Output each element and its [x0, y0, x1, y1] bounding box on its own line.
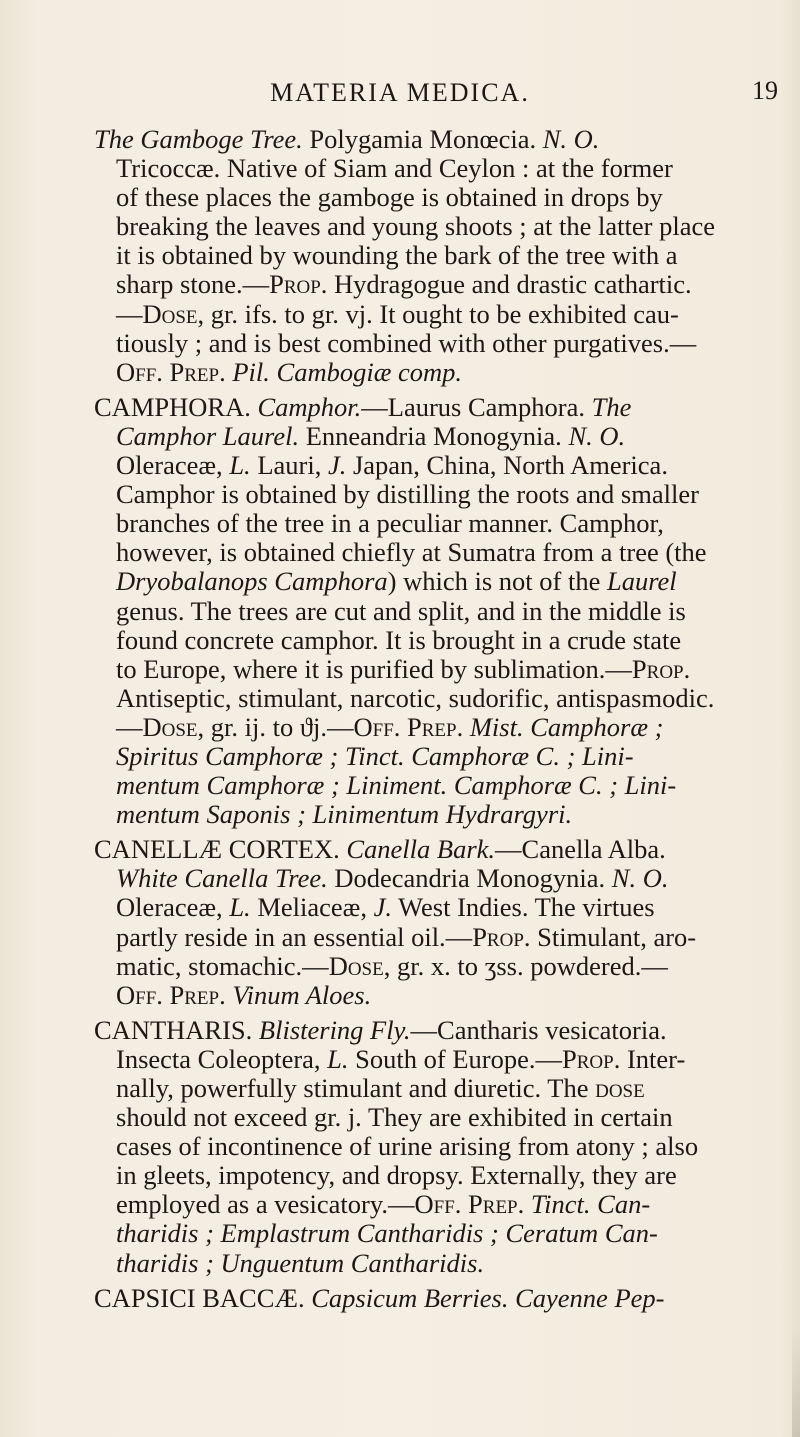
text-line: Camphor Laurel. Enneandria Monogynia. N. O. [116, 420, 626, 451]
text-line: —Dose, gr. ij. to ϑj.—Off. Prep. Mist. Camphoræ ; [116, 711, 664, 742]
text-line: nally, powerfully stimulant and diuretic. The dose [116, 1073, 645, 1103]
text-line: —Dose, gr. ifs. to gr. vj. It ought to be exhibited cau- [116, 298, 679, 329]
running-title: MATERIA MEDICA. [270, 78, 530, 107]
text-line: Tricoccæ. Native of Siam and Ceylon : at the former [116, 153, 673, 184]
text-line: Camphor is obtained by distilling the roots and smaller [116, 479, 699, 510]
dictionary-entry [0, 125, 800, 387]
text-line: White Canella Tree. Dodecandria Monogynia. N. O. [116, 863, 669, 894]
text-line: Insecta Coleoptera, L. South of Europe.—Prop. Inter- [116, 1043, 686, 1074]
text-line: matic, stomachic.—Dose, gr. x. to ʒss. powdered.— [116, 950, 668, 981]
text-line: Off. Prep. Vinum Aloes. [116, 979, 372, 1010]
text-line: partly reside in an essential oil.—Prop. Stimulant, aro- [116, 921, 697, 952]
text-line: tiously ; and is best combined with other purgatives.— [116, 327, 697, 358]
text-line: cases of incontinence of urine arising from atony ; also [116, 1131, 699, 1162]
text-line: genus. The trees are cut and split, and in the middle is [116, 595, 686, 626]
dictionary-entry [0, 1016, 800, 1278]
text-line: tharidis ; Unguentum Cantharidis. [116, 1247, 485, 1278]
text-line: Off. Prep. Pil. Cambogiæ comp. [116, 356, 463, 387]
dictionary-entry [0, 835, 800, 1010]
page-edge-shadow [792, 1330, 800, 1437]
text-line: mentum Camphoræ ; Liniment. Camphoræ C. ; Lini- [116, 770, 677, 801]
dictionary-entry [0, 1284, 800, 1313]
text-line: in gleets, impotency, and dropsy. Externally, they are [116, 1160, 677, 1191]
text-line: Oleraceæ, L. Meliaceæ, J. West Indies. The virtues [116, 892, 655, 923]
page-number: 19 [752, 76, 778, 105]
text-line: employed as a vesicatory.—Off. Prep. Tinct. Can- [116, 1189, 651, 1220]
running-head [0, 78, 800, 108]
text-line: however, is obtained chiefly at Sumatra from a tree (the [116, 537, 707, 568]
text-line: mentum Saponis ; Linimentum Hydrargyri. [116, 799, 573, 830]
text-line: Dryobalanops Camphora) which is not of the Laurel [116, 566, 677, 597]
text-line: Spiritus Camphoræ ; Tinct. Camphoræ C. ; Lini- [116, 740, 634, 771]
text-line: CAPSICI BACCÆ. Capsicum Berries. Cayenne Pep- [94, 1282, 665, 1313]
text-line: of these places the gamboge is obtained in drops by [116, 182, 663, 213]
text-line: tharidis ; Emplastrum Cantharidis ; Ceratum Can- [116, 1218, 658, 1249]
text-line: CAMPHORA. Camphor.—Laurus Camphora. The [94, 391, 632, 422]
text-line: it is obtained by wounding the bark of the tree with a [116, 240, 678, 271]
dictionary-entry [0, 393, 800, 829]
text-line: found concrete camphor. It is brought in a crude state [116, 624, 682, 655]
text-body [0, 125, 800, 1313]
text-line: breaking the leaves and young shoots ; at the latter place [116, 211, 715, 242]
text-line: branches of the tree in a peculiar manner. Camphor, [116, 508, 664, 539]
text-line: CANTHARIS. Blistering Fly.—Cantharis vesicatoria. [94, 1014, 667, 1045]
text-line: should not exceed gr. j. They are exhibited in certain [116, 1102, 673, 1133]
text-line: sharp stone.—Prop. Hydragogue and drastic cathartic. [116, 269, 692, 300]
text-line: to Europe, where it is purified by sublimation.—Prop. [116, 653, 691, 684]
text-line: Oleraceæ, L. Lauri, J. Japan, China, North America. [116, 450, 668, 481]
text-line: Antiseptic, stimulant, narcotic, sudorific, antispasmodic. [116, 682, 715, 713]
text-line: CANELLÆ CORTEX. Canella Bark.—Canella Alba. [94, 834, 666, 865]
text-line: The Gamboge Tree. Polygamia Monœcia. N. O. [94, 124, 600, 154]
